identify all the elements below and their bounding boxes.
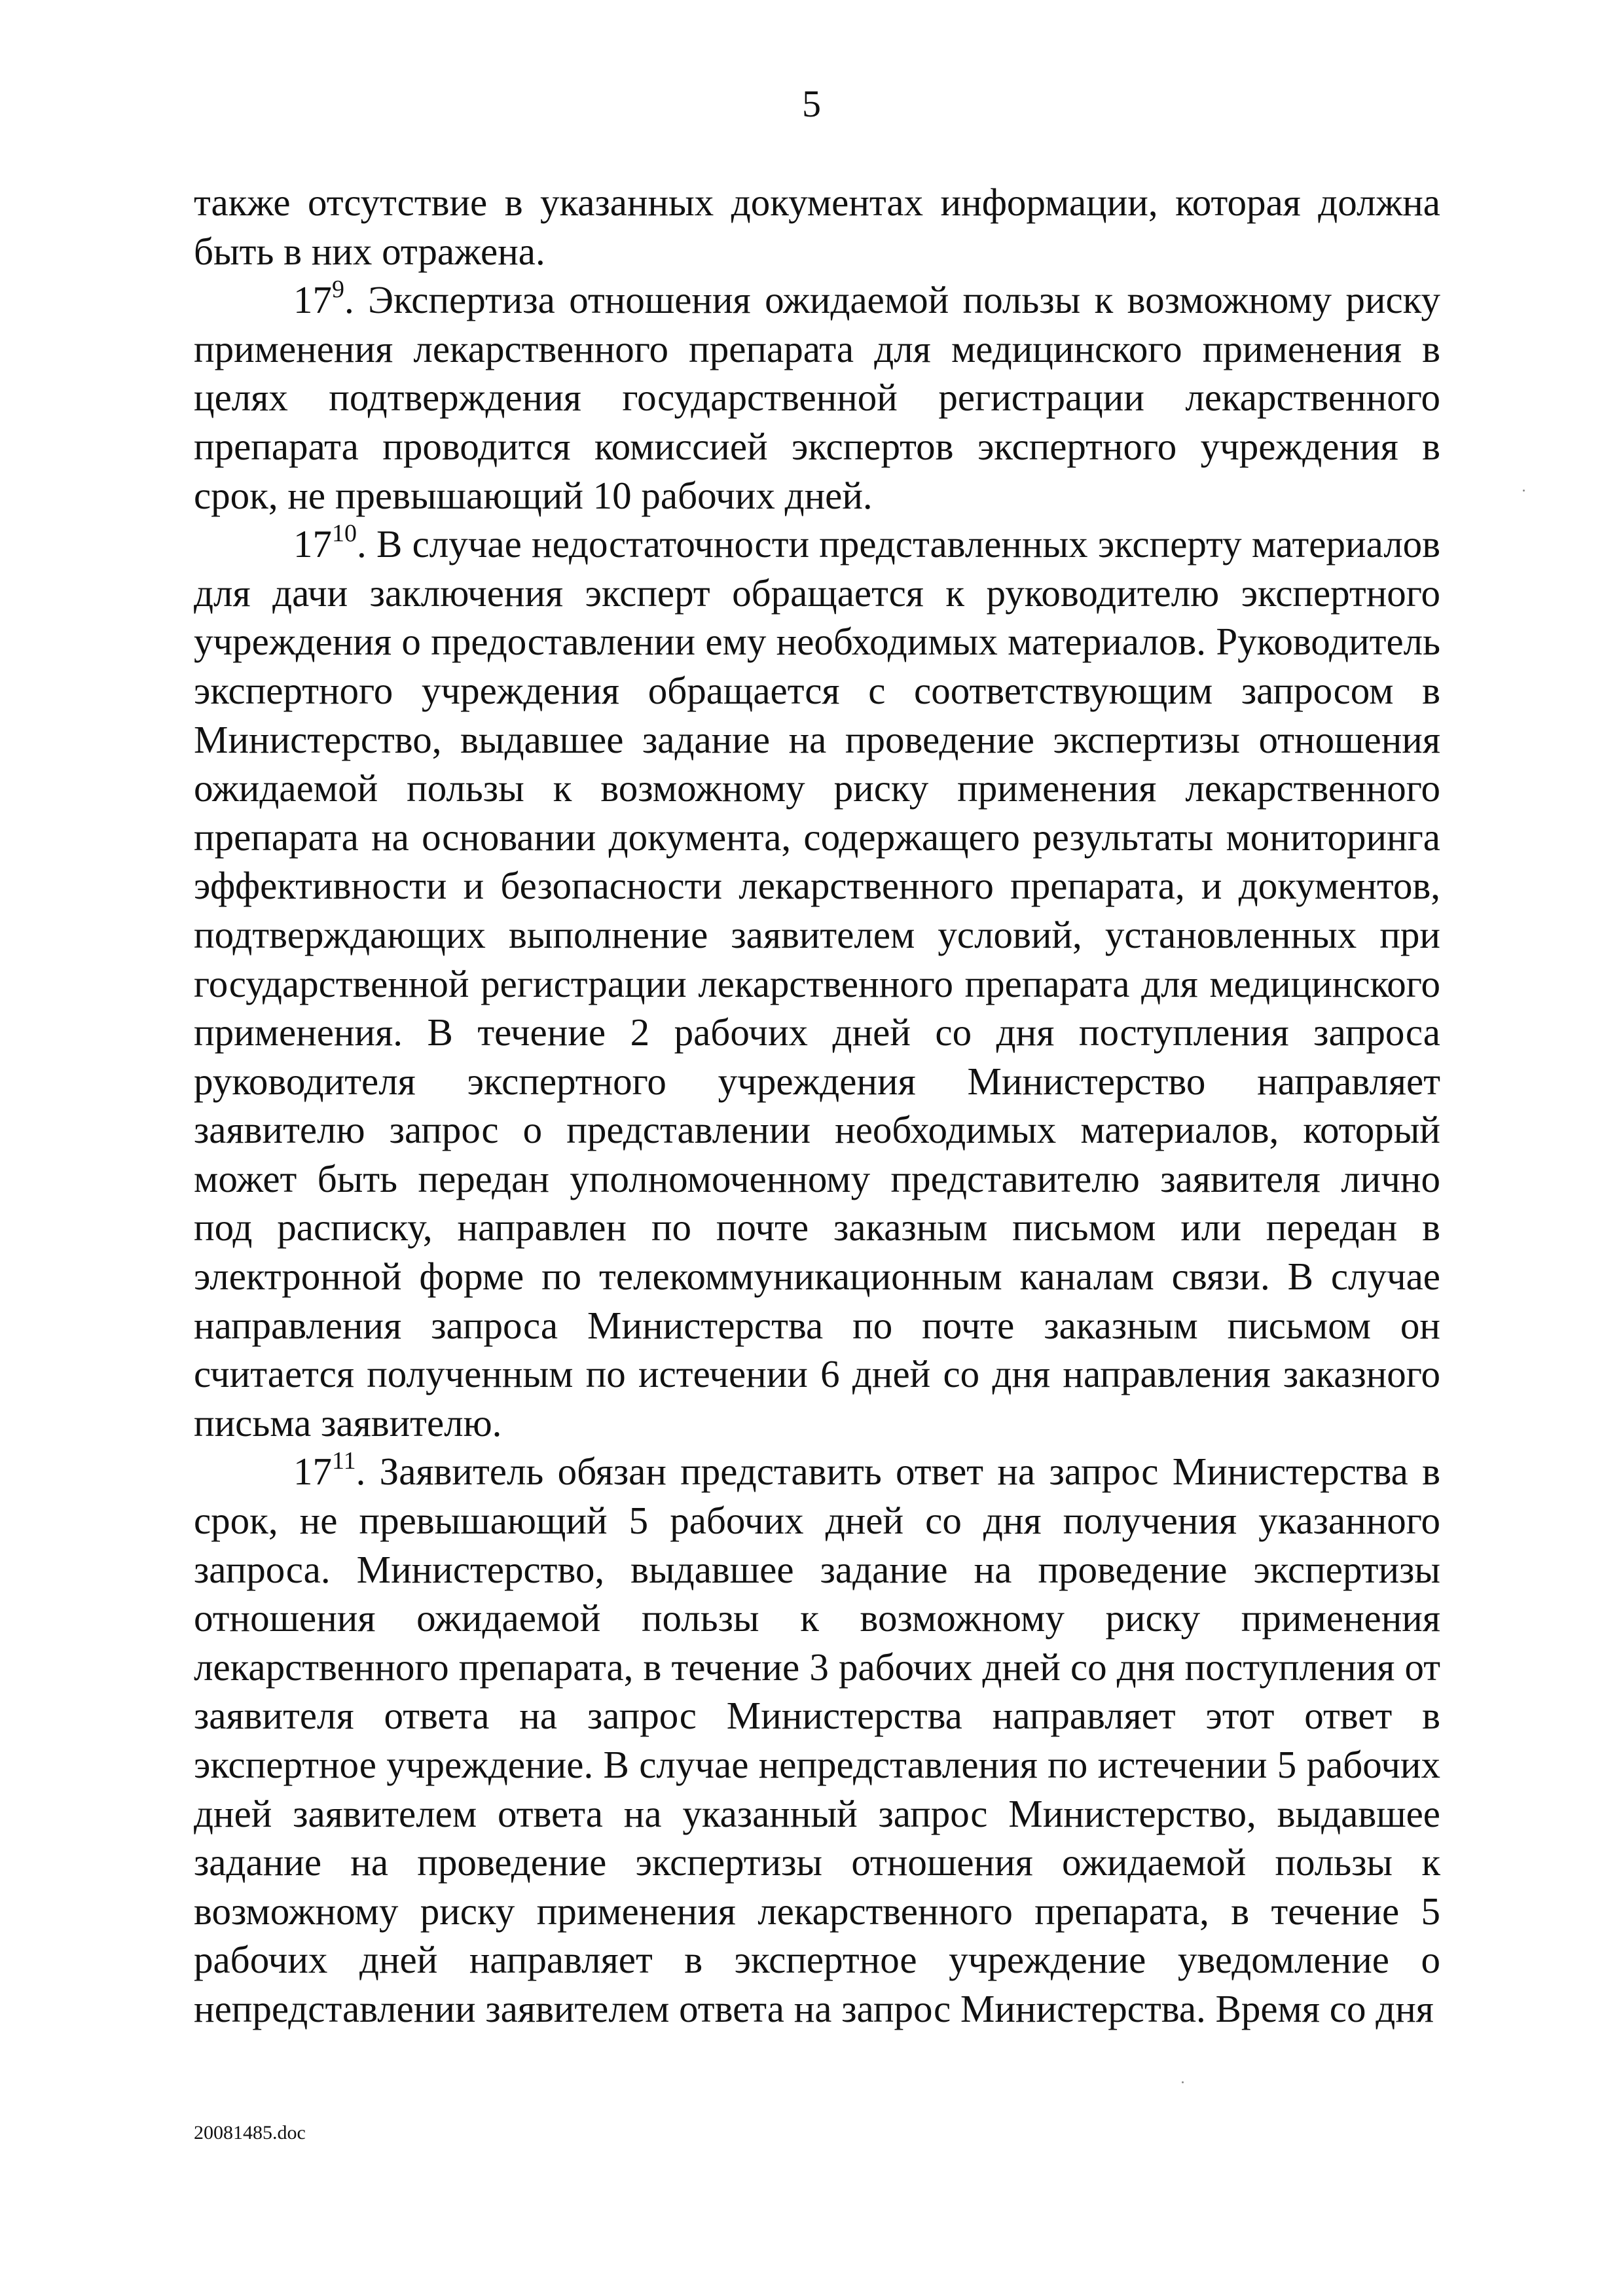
clause-number: 17 xyxy=(293,278,332,322)
clause-number: 17 xyxy=(293,522,332,566)
scan-speck xyxy=(1523,490,1525,492)
clause-superscript: 10 xyxy=(332,520,357,548)
paragraph-continuation xyxy=(194,178,1440,276)
paragraph-17-11 xyxy=(194,1447,1440,2033)
scan-speck xyxy=(1182,2081,1184,2083)
paragraph-text: . Экспертиза отношения ожидаемой пользы к возможному риску применения лекарственного препарата для медицинского применения в целях подтверждения государственной регистрации лекарственного препарата проводится комиссией экспертов экспертного учреждения в срок, не превышающий 10 рабочих дней. xyxy=(194,278,1440,517)
page-number: 5 xyxy=(802,82,821,125)
paragraph-text: . Заявитель обязан представить ответ на запрос Министерства в срок, не превышающий 5 рабочих дней со дня получения указанного запроса. Министерство, выдавшее задание на проведение экспертизы отношения ожидаемой пользы к возможному риску применения лекарственного препарата, в течение 3 рабочих дней со дня поступления от заявителя ответа на запрос Министерства направляет этот ответ в экспертное учреждение. В случае непредставления по истечении 5 рабочих дней заявителем ответа на указанный запрос Министерство, выдавшее задание на проведение экспертизы отношения ожидаемой пользы к возможному риску применения лекарственного препарата, в течение 5 рабочих дней направляет в экспертное учреждение уведомление о непредставлении заявителем ответа на запрос Министерства. Время со дня xyxy=(194,1450,1440,2030)
paragraph-text: также отсутствие в указанных документах информации, которая должна быть в них отражена. xyxy=(194,181,1440,273)
document-body xyxy=(194,178,1440,2034)
paragraph-text: . В случае недостаточности представленных эксперту материалов для дачи заключения эксперт обращается к руководителю экспертного учреждения о предоставлении ему необходимых материалов. Руководитель экспертного учреждения обращается с соответствующим запросом в Министерство, выдавшее задание на проведение экспертизы отношения ожидаемой пользы к возможному риску применения лекарственного препарата на основании документа, содержащего результаты мониторинга эффективности и безопасности лекарственного препарата, и документов, подтверждающих выполнение заявителем условий, установленных при государственной регистрации лекарственного препарата для медицинского применения. В течение 2 рабочих дней со дня поступления запроса руководителя экспертного учреждения Министерство направляет заявителю запрос о представлении необходимых материалов, который может быть передан уполномоченному представителю заявителя лично под расписку, направлен по почте заказным письмом или передан в электронной форме по телекоммуникационным каналам связи. В случае направления запроса Министерства по почте заказным письмом он считается полученным по истечении 6 дней со дня направления заказного письма заявителю. xyxy=(194,522,1440,1444)
clause-superscript: 11 xyxy=(332,1447,356,1475)
paragraph-17-9 xyxy=(194,276,1440,520)
paragraph-17-10 xyxy=(194,520,1440,1447)
clause-superscript: 9 xyxy=(332,276,344,304)
footer-filename: 20081485.doc xyxy=(194,2122,306,2144)
clause-number: 17 xyxy=(293,1450,332,1494)
